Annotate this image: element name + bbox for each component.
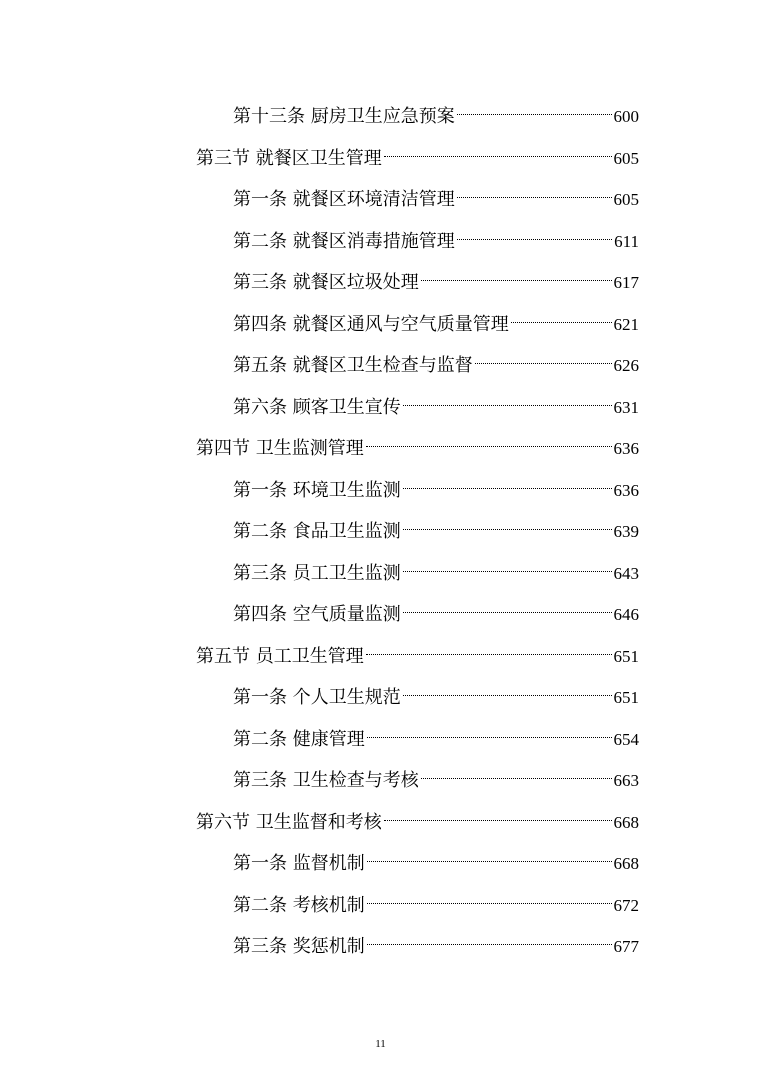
toc-entry-article[interactable]: [233, 179, 639, 210]
page-number: 11: [375, 1038, 386, 1050]
toc-entry-page: 668: [613, 812, 639, 832]
toc-entry-page: 631: [613, 397, 639, 417]
toc-entry-section[interactable]: [196, 428, 639, 459]
toc-entry-article[interactable]: [233, 262, 639, 293]
toc-entry-article[interactable]: [233, 345, 639, 376]
dot-leader: [403, 553, 612, 579]
toc-entry-page: 611: [614, 231, 639, 251]
toc-entry-label: 第六节 卫生监督和考核: [196, 811, 382, 833]
toc-entry-article[interactable]: [233, 387, 639, 418]
toc-entry-article[interactable]: [233, 304, 639, 335]
toc-entry-article[interactable]: [233, 96, 639, 127]
toc-entry-label: 第二条 考核机制: [233, 894, 365, 916]
toc-entry-label: 第五条 就餐区卫生检查与监督: [233, 355, 473, 376]
dot-leader: [367, 885, 612, 911]
dot-leader: [421, 262, 612, 288]
toc-entry-article[interactable]: [233, 511, 639, 542]
toc-entry-article[interactable]: [233, 843, 639, 874]
toc-entry-page: 636: [613, 439, 639, 458]
toc-entry-label: 第二条 健康管理: [233, 728, 365, 750]
toc-entry-label: 第十三条 厨房卫生应急预案: [233, 106, 455, 127]
dot-leader: [403, 470, 612, 496]
dot-leader: [457, 96, 612, 122]
toc-entry-page: 646: [613, 605, 639, 624]
dot-leader: [367, 719, 612, 745]
toc-entry-page: 617: [613, 273, 639, 292]
toc-entry-page: 663: [613, 771, 639, 790]
toc-entry-label: 第四条 空气质量监测: [233, 604, 401, 625]
toc-entry-label: 第三条 就餐区垃圾处理: [233, 272, 419, 293]
dot-leader: [457, 221, 612, 247]
dot-leader: [457, 179, 612, 205]
toc-entry-page: 605: [613, 148, 639, 168]
toc-entry-article[interactable]: [233, 470, 639, 501]
toc-entry-label: 第二条 就餐区消毒措施管理: [233, 230, 455, 252]
toc-entry-label: 第一条 环境卫生监测: [233, 479, 401, 501]
toc-entry-label: 第三节 就餐区卫生管理: [196, 147, 382, 169]
dot-leader: [384, 138, 612, 164]
toc-entry-page: 672: [613, 895, 639, 915]
toc-entry-section[interactable]: [196, 138, 639, 169]
toc-entry-page: 639: [613, 522, 639, 541]
toc-entry-article[interactable]: [233, 553, 639, 584]
toc-entry-label: 第一条 个人卫生规范: [233, 687, 401, 708]
toc-entry-article[interactable]: [233, 760, 639, 791]
toc-entry-article[interactable]: [233, 885, 639, 916]
toc-entry-page: 677: [613, 937, 639, 956]
toc-entry-page: 654: [613, 729, 639, 749]
toc-entry-label: 第四条 就餐区通风与空气质量管理: [233, 313, 509, 335]
dot-leader: [475, 345, 612, 371]
toc-entry-section[interactable]: [196, 802, 639, 833]
toc-entry-label: 第五节 员工卫生管理: [196, 645, 364, 667]
dot-leader: [511, 304, 612, 330]
toc-entry-label: 第六条 顾客卫生宣传: [233, 396, 401, 418]
toc-entry-article[interactable]: [233, 594, 639, 625]
toc-entry-page: 668: [613, 854, 639, 873]
toc-entry-page: 626: [613, 356, 639, 375]
dot-leader: [366, 636, 612, 662]
toc-entry-label: 第三条 员工卫生监测: [233, 562, 401, 584]
dot-leader: [367, 926, 612, 952]
dot-leader: [403, 677, 612, 703]
toc-entry-page: 643: [613, 563, 639, 583]
toc-entry-label: 第三条 卫生检查与考核: [233, 770, 419, 791]
toc-entry-page: 605: [613, 190, 639, 209]
dot-leader: [403, 594, 612, 620]
toc-entry-label: 第一条 监督机制: [233, 853, 365, 874]
dot-leader: [366, 428, 612, 454]
dot-leader: [403, 387, 612, 413]
toc-entry-page: 651: [613, 646, 639, 666]
toc-entry-page: 621: [613, 314, 639, 334]
toc-entry-page: 636: [613, 480, 639, 500]
dot-leader: [367, 843, 612, 869]
toc-entry-page: 651: [613, 688, 639, 707]
toc-entry-label: 第一条 就餐区环境清洁管理: [233, 189, 455, 210]
toc-entry-article[interactable]: [233, 221, 639, 252]
toc-entry-label: 第三条 奖惩机制: [233, 936, 365, 957]
toc-entry-label: 第四节 卫生监测管理: [196, 438, 364, 459]
toc-entry-article[interactable]: [233, 926, 639, 957]
dot-leader: [403, 511, 612, 537]
dot-leader: [421, 760, 612, 786]
toc-entry-label: 第二条 食品卫生监测: [233, 521, 401, 542]
toc-entry-article[interactable]: [233, 719, 639, 750]
toc-entry-section[interactable]: [196, 636, 639, 667]
dot-leader: [384, 802, 612, 828]
toc-entry-article[interactable]: [233, 677, 639, 708]
toc-entry-page: 600: [613, 107, 639, 126]
